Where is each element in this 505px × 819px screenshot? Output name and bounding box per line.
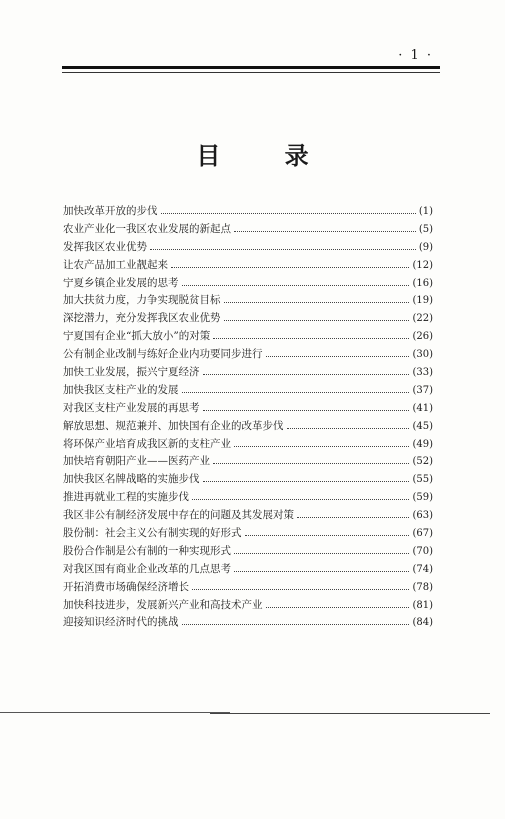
toc-entry — [63, 578, 433, 596]
toc-leader-dots — [245, 524, 410, 536]
toc-leader-dots — [203, 363, 410, 375]
toc-entry — [63, 363, 433, 381]
toc-leader-dots — [234, 542, 409, 554]
toc-leader-dots — [161, 202, 416, 214]
toc-entry-page: (9) — [418, 241, 433, 253]
toc-leader-dots — [266, 596, 410, 608]
header-rule-thick — [62, 66, 440, 69]
toc-leader-dots — [171, 256, 409, 268]
toc-entry — [63, 274, 433, 292]
toc-entry-page: (33) — [412, 367, 433, 379]
toc-entry-page: (70) — [412, 545, 433, 557]
toc-leader-dots — [234, 560, 409, 572]
toc-leader-dots — [150, 238, 416, 250]
toc-entry-page: (1) — [418, 206, 433, 217]
toc-entry-page: (67) — [412, 528, 433, 540]
toc-entry-title: 加快科技进步，发展新兴产业和高技术产业 — [63, 598, 263, 611]
toc-entry-title: 我区非公有制经济发展中存在的问题及其发展对策 — [63, 509, 294, 522]
toc-entry — [63, 220, 433, 238]
toc-entry-title: 加快培育朝阳产业——医药产业 — [63, 455, 210, 468]
toc-leader-dots — [224, 291, 410, 303]
toc-entry — [63, 399, 433, 417]
toc-entry — [63, 488, 433, 506]
toc-entry — [63, 309, 433, 327]
toc-entry-page: (59) — [412, 492, 433, 504]
toc-entry — [63, 506, 433, 524]
toc-leader-dots — [203, 399, 410, 411]
page-number: · 1 · — [398, 48, 433, 63]
toc-entry-title: 让农产品加工业靓起来 — [63, 258, 168, 271]
toc-leader-dots — [192, 578, 409, 590]
toc-entry-title: 开拓消费市场确保经济增长 — [63, 580, 189, 593]
toc-entry-title: 迎接知识经济时代的挑战 — [63, 616, 179, 629]
toc-entry-title: 股份制：社会主义公有制实现的好形式 — [63, 527, 242, 540]
toc-leader-dots — [234, 220, 416, 232]
toc-entry-title: 公有制企业改制与练好企业内功要同步进行 — [63, 348, 263, 361]
toc-entry-page: (30) — [412, 349, 433, 361]
toc-leader-dots — [224, 309, 410, 321]
toc-entry-title: 深挖潜力，充分发挥我区农业优势 — [63, 312, 221, 325]
toc-entry-page: (63) — [412, 510, 433, 522]
toc-leader-dots — [182, 274, 410, 286]
toc-leader-dots — [213, 327, 409, 339]
toc-entry-title: 宁夏国有企业“抓大放小”的对策 — [63, 330, 211, 343]
toc-entry-title: 农业产业化一我区农业发展的新起点 — [63, 222, 231, 235]
toc-entry-page: (55) — [412, 474, 433, 486]
toc-entry — [63, 524, 433, 542]
toc-entry-title: 将环保产业培育成我区新的支柱产业 — [63, 437, 231, 450]
toc-entry-page: (81) — [412, 599, 433, 611]
toc-entry-title: 发挥我区农业优势 — [63, 240, 147, 253]
toc-entry — [63, 470, 433, 488]
toc-entry — [63, 613, 433, 631]
toc-entry — [63, 435, 433, 453]
toc-leader-dots — [266, 345, 410, 357]
toc-entry — [63, 327, 433, 345]
toc-entry-page: (74) — [412, 563, 433, 575]
toc-leader-dots — [203, 470, 410, 482]
toc-entry — [63, 345, 433, 363]
toc-entry-page: (5) — [418, 223, 433, 235]
toc-entry-title: 加快工业发展，振兴宁夏经济 — [63, 366, 200, 379]
toc-entry-title: 加快我区支柱产业的发展 — [63, 383, 179, 396]
toc-entry-page: (26) — [412, 331, 433, 343]
toc-leader-dots — [287, 417, 410, 429]
footer-rule-right — [210, 713, 490, 714]
toc-entry-title: 对我区支柱产业发展的再思考 — [63, 401, 200, 414]
toc-entry — [63, 256, 433, 274]
toc-entry-page: (12) — [412, 259, 433, 271]
toc-entry — [63, 202, 433, 220]
toc-leader-dots — [297, 506, 409, 518]
toc-entry-title: 加快我区名牌战略的实施步伐 — [63, 473, 200, 486]
toc-entry-page: (16) — [412, 277, 433, 289]
header-rule-thin — [62, 72, 440, 73]
toc-entry — [63, 542, 433, 560]
table-of-contents — [63, 202, 433, 631]
toc-entry-page: (22) — [412, 313, 433, 325]
toc-entry-title: 加快改革开放的步伐 — [63, 205, 158, 217]
toc-entry — [63, 238, 433, 256]
toc-entry — [63, 596, 433, 614]
toc-entry-page: (84) — [412, 617, 433, 629]
toc-entry — [63, 452, 433, 470]
toc-entry-page: (19) — [412, 295, 433, 307]
toc-entry-page: (52) — [412, 456, 433, 468]
toc-entry-page: (78) — [412, 581, 433, 593]
toc-entry-title: 宁夏乡镇企业发展的思考 — [63, 276, 179, 289]
toc-entry-page: (45) — [412, 420, 433, 432]
toc-entry-title: 对我区国有商业企业改革的几点思考 — [63, 562, 231, 575]
page-title: 目 录 — [196, 142, 337, 170]
toc-leader-dots — [234, 435, 409, 447]
toc-entry-page: (49) — [412, 438, 433, 450]
toc-entry — [63, 560, 433, 578]
toc-entry — [63, 291, 433, 309]
toc-leader-dots — [182, 381, 410, 393]
toc-entry-title: 解放思想、规范兼并、加快国有企业的改革步伐 — [63, 419, 284, 432]
toc-entry-title: 股份合作制是公有制的一种实现形式 — [63, 544, 231, 557]
toc-entry-page: (37) — [412, 384, 433, 396]
toc-entry-title: 推进再就业工程的实施步伐 — [63, 491, 189, 504]
toc-entry-page: (41) — [412, 402, 433, 414]
toc-entry — [63, 381, 433, 399]
toc-entry-title: 加大扶贫力度，力争实现脱贫目标 — [63, 294, 221, 307]
toc-leader-dots — [213, 452, 409, 464]
toc-leader-dots — [192, 488, 409, 500]
toc-leader-dots — [182, 613, 410, 625]
toc-entry — [63, 417, 433, 435]
footer-rule-left — [0, 712, 230, 713]
